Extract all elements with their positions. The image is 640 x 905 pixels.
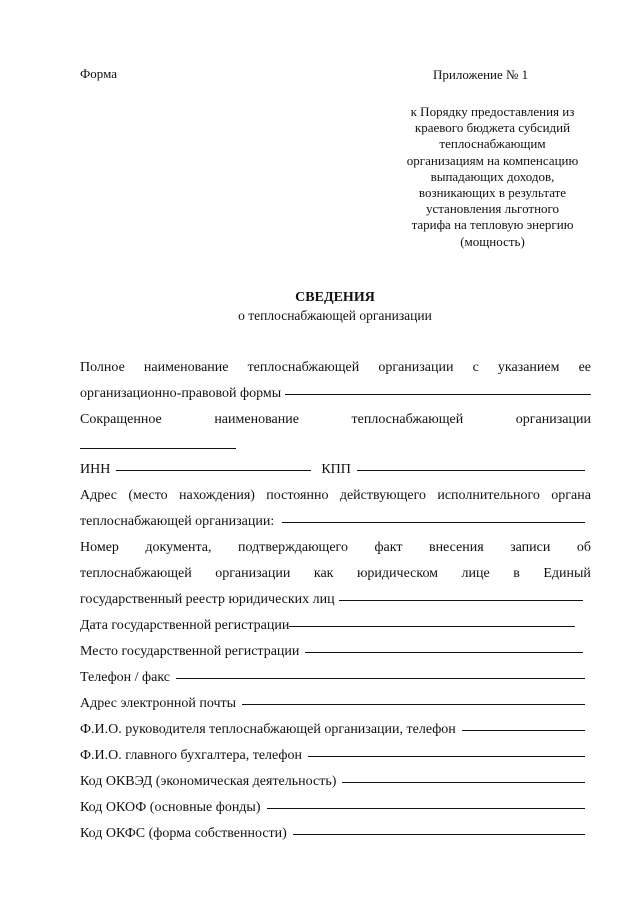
appendix-line: возникающих в результате xyxy=(418,185,567,201)
short-name-label: Сокращенное наименование теплоснабжающей организации xyxy=(80,412,591,427)
appendix-text xyxy=(380,104,605,250)
okved-field: Код ОКВЭД (экономическая деятельность) xyxy=(80,774,585,790)
accountant-field: Ф.И.О. главного бухгалтера, телефон xyxy=(80,748,585,764)
full-name-field: организационно-правовой формы xyxy=(80,386,591,402)
appendix-title: Приложение № 1 xyxy=(433,67,529,82)
kpp-label: КПП xyxy=(321,462,351,477)
reg-date-field: Дата государственной регистрации xyxy=(80,618,575,634)
address-blank[interactable] xyxy=(282,521,585,523)
appendix-line: к Порядку предоставления из xyxy=(410,104,575,119)
appendix-line: (мощность) xyxy=(460,233,525,249)
okof-field: Код ОКОФ (основные фонды) xyxy=(80,800,585,816)
director-blank[interactable] xyxy=(462,729,585,731)
reg-doc-field: государственный реестр юридических лиц xyxy=(80,592,583,608)
address-label: Адрес (место нахождения) постоянно действующего исполнительного органа xyxy=(80,488,591,503)
phone-fax-field: Телефон / факс xyxy=(80,670,585,686)
short-name-field xyxy=(80,440,236,456)
appendix-line: тарифа на тепловую энергию xyxy=(411,217,574,233)
email-blank[interactable] xyxy=(242,703,585,705)
director-field: Ф.И.О. руководителя теплоснабжающей организации, телефон xyxy=(80,722,585,738)
phone-fax-blank[interactable] xyxy=(176,677,585,679)
okfs-field: Код ОКФС (форма собственности) xyxy=(80,826,585,842)
document-title: СВЕДЕНИЯ xyxy=(295,290,375,305)
appendix-line: установления льготного xyxy=(425,201,560,217)
appendix-line: организациям на компенсацию xyxy=(406,152,579,168)
inn-kpp-row xyxy=(80,462,585,478)
appendix-line: выпадающих доходов, xyxy=(430,168,555,184)
inn-blank[interactable] xyxy=(116,470,311,471)
reg-place-blank[interactable] xyxy=(305,651,583,653)
address-field: теплоснабжающей организации: xyxy=(80,514,585,530)
kpp-blank[interactable] xyxy=(357,469,585,471)
appendix-line: краевого бюджета субсидий xyxy=(414,120,571,136)
reg-place-field: Место государственной регистрации xyxy=(80,644,583,660)
reg-doc-blank[interactable] xyxy=(339,599,583,601)
accountant-blank[interactable] xyxy=(308,755,585,757)
okfs-blank[interactable] xyxy=(293,833,585,835)
okved-blank[interactable] xyxy=(342,781,585,783)
email-field: Адрес электронной почты xyxy=(80,696,585,712)
reg-doc-label-2: теплоснабжающей организации как юридическом лице в Единый xyxy=(80,566,591,581)
full-name-blank[interactable] xyxy=(285,393,591,395)
inn-label: ИНН xyxy=(80,462,111,477)
okof-blank[interactable] xyxy=(267,807,586,809)
appendix-line: теплоснабжающим xyxy=(439,136,546,152)
reg-doc-label: Номер документа, подтверждающего факт внесения записи об xyxy=(80,540,591,555)
document-subtitle: о теплоснабжающей организации xyxy=(238,308,432,323)
full-name-label: Полное наименование теплоснабжающей организации с указанием ее xyxy=(80,360,591,375)
form-label: Форма xyxy=(80,66,117,81)
reg-date-blank[interactable] xyxy=(289,625,575,627)
short-name-blank[interactable] xyxy=(80,448,236,449)
